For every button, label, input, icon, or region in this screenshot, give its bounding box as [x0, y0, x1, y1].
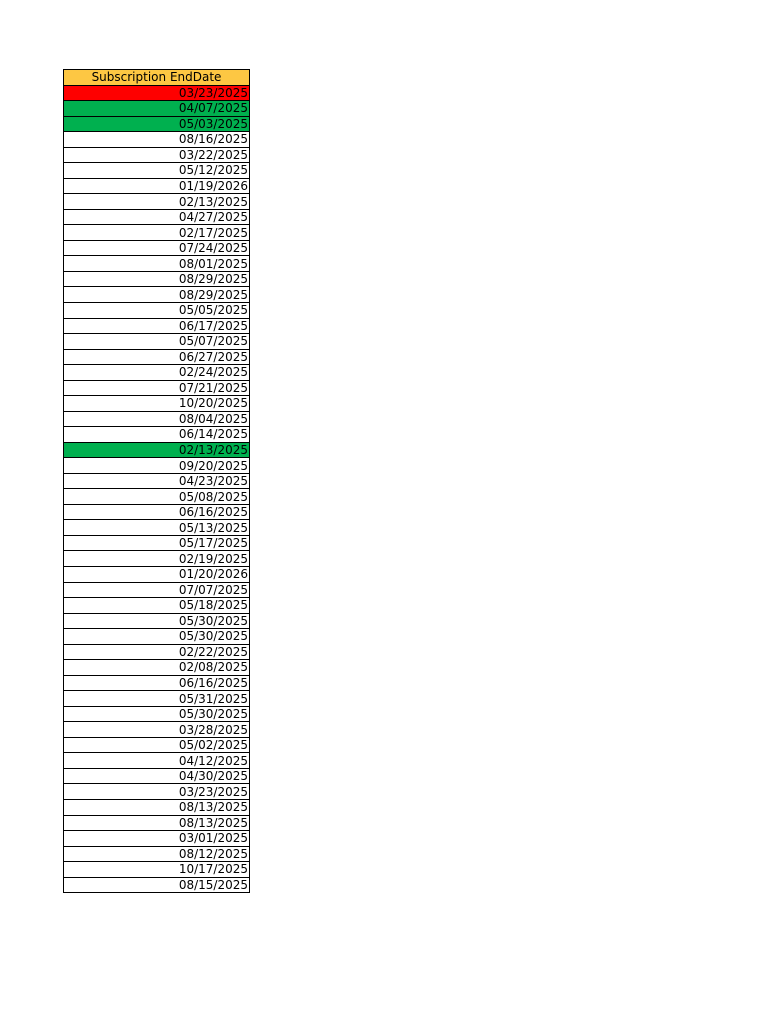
date-cell[interactable]: 03/22/2025 — [64, 147, 250, 163]
date-cell[interactable]: 03/23/2025 — [64, 85, 250, 101]
date-cell[interactable]: 07/21/2025 — [64, 380, 250, 396]
table-row — [64, 132, 250, 148]
column-header-subscription-enddate[interactable]: Subscription EndDate — [64, 70, 250, 86]
date-cell[interactable]: 01/19/2026 — [64, 178, 250, 194]
table-row — [64, 427, 250, 443]
date-cell[interactable]: 06/27/2025 — [64, 349, 250, 365]
table-row — [64, 831, 250, 847]
date-cell[interactable]: 05/17/2025 — [64, 535, 250, 551]
table-row — [64, 675, 250, 691]
date-cell[interactable]: 02/13/2025 — [64, 442, 250, 458]
table-row — [64, 240, 250, 256]
header-row — [64, 70, 250, 86]
date-cell[interactable]: 05/18/2025 — [64, 598, 250, 614]
table-row — [64, 784, 250, 800]
date-cell[interactable]: 06/14/2025 — [64, 427, 250, 443]
table-row — [64, 613, 250, 629]
table-row — [64, 567, 250, 583]
table-row — [64, 442, 250, 458]
date-cell[interactable]: 05/07/2025 — [64, 334, 250, 350]
date-cell[interactable]: 05/12/2025 — [64, 163, 250, 179]
date-cell[interactable]: 04/12/2025 — [64, 753, 250, 769]
date-cell[interactable]: 06/17/2025 — [64, 318, 250, 334]
date-cell[interactable]: 04/23/2025 — [64, 473, 250, 489]
date-cell[interactable]: 01/20/2026 — [64, 567, 250, 583]
date-cell[interactable]: 07/24/2025 — [64, 240, 250, 256]
date-cell[interactable]: 04/07/2025 — [64, 101, 250, 117]
table-row — [64, 768, 250, 784]
date-cell[interactable]: 07/07/2025 — [64, 582, 250, 598]
table-row — [64, 458, 250, 474]
date-cell[interactable]: 05/03/2025 — [64, 116, 250, 132]
table-row — [64, 504, 250, 520]
date-cell[interactable]: 06/16/2025 — [64, 504, 250, 520]
table-row — [64, 225, 250, 241]
table-row — [64, 691, 250, 707]
table-row — [64, 318, 250, 334]
table-row — [64, 178, 250, 194]
table-row — [64, 101, 250, 117]
date-cell[interactable]: 08/12/2025 — [64, 846, 250, 862]
date-cell[interactable]: 05/30/2025 — [64, 613, 250, 629]
table-row — [64, 520, 250, 536]
date-cell[interactable]: 08/16/2025 — [64, 132, 250, 148]
date-cell[interactable]: 02/17/2025 — [64, 225, 250, 241]
date-cell[interactable]: 09/20/2025 — [64, 458, 250, 474]
date-cell[interactable]: 05/31/2025 — [64, 691, 250, 707]
table-row — [64, 598, 250, 614]
table-row — [64, 147, 250, 163]
table-row — [64, 753, 250, 769]
table-row — [64, 380, 250, 396]
date-cell[interactable]: 08/04/2025 — [64, 411, 250, 427]
subscription-enddate-table — [63, 69, 250, 893]
table-row — [64, 194, 250, 210]
table-row — [64, 706, 250, 722]
table-row — [64, 287, 250, 303]
table-row — [64, 535, 250, 551]
date-cell[interactable]: 05/08/2025 — [64, 489, 250, 505]
table-row — [64, 271, 250, 287]
date-cell[interactable]: 03/01/2025 — [64, 831, 250, 847]
table-row — [64, 85, 250, 101]
table-row — [64, 644, 250, 660]
table-row — [64, 365, 250, 381]
date-cell[interactable]: 05/05/2025 — [64, 302, 250, 318]
date-cell[interactable]: 10/20/2025 — [64, 396, 250, 412]
date-cell[interactable]: 08/29/2025 — [64, 287, 250, 303]
table-row — [64, 209, 250, 225]
table-row — [64, 737, 250, 753]
table-row — [64, 862, 250, 878]
date-cell[interactable]: 05/02/2025 — [64, 737, 250, 753]
table-row — [64, 815, 250, 831]
date-cell[interactable]: 02/19/2025 — [64, 551, 250, 567]
date-cell[interactable]: 02/22/2025 — [64, 644, 250, 660]
date-cell[interactable]: 08/01/2025 — [64, 256, 250, 272]
date-cell[interactable]: 06/16/2025 — [64, 675, 250, 691]
date-cell[interactable]: 05/30/2025 — [64, 629, 250, 645]
table-row — [64, 489, 250, 505]
table-row — [64, 334, 250, 350]
table-row — [64, 660, 250, 676]
table-row — [64, 629, 250, 645]
date-cell[interactable]: 02/08/2025 — [64, 660, 250, 676]
date-cell[interactable]: 05/13/2025 — [64, 520, 250, 536]
table-row — [64, 582, 250, 598]
date-cell[interactable]: 04/30/2025 — [64, 768, 250, 784]
table-row — [64, 473, 250, 489]
table-row — [64, 163, 250, 179]
table-row — [64, 349, 250, 365]
table-row — [64, 411, 250, 427]
table-row — [64, 116, 250, 132]
table-row — [64, 722, 250, 738]
date-cell[interactable]: 08/13/2025 — [64, 815, 250, 831]
table-row — [64, 551, 250, 567]
date-cell[interactable]: 08/29/2025 — [64, 271, 250, 287]
table-body — [64, 85, 250, 893]
date-cell[interactable]: 03/28/2025 — [64, 722, 250, 738]
table-row — [64, 256, 250, 272]
date-cell[interactable]: 08/13/2025 — [64, 799, 250, 815]
table-row — [64, 799, 250, 815]
date-cell[interactable]: 03/23/2025 — [64, 784, 250, 800]
date-cell[interactable]: 02/24/2025 — [64, 365, 250, 381]
table-row — [64, 302, 250, 318]
table-row — [64, 877, 250, 893]
table-row — [64, 846, 250, 862]
date-cell[interactable]: 04/27/2025 — [64, 209, 250, 225]
date-cell[interactable]: 10/17/2025 — [64, 862, 250, 878]
date-cell[interactable]: 02/13/2025 — [64, 194, 250, 210]
date-cell[interactable]: 08/15/2025 — [64, 877, 250, 893]
table-row — [64, 396, 250, 412]
date-cell[interactable]: 05/30/2025 — [64, 706, 250, 722]
